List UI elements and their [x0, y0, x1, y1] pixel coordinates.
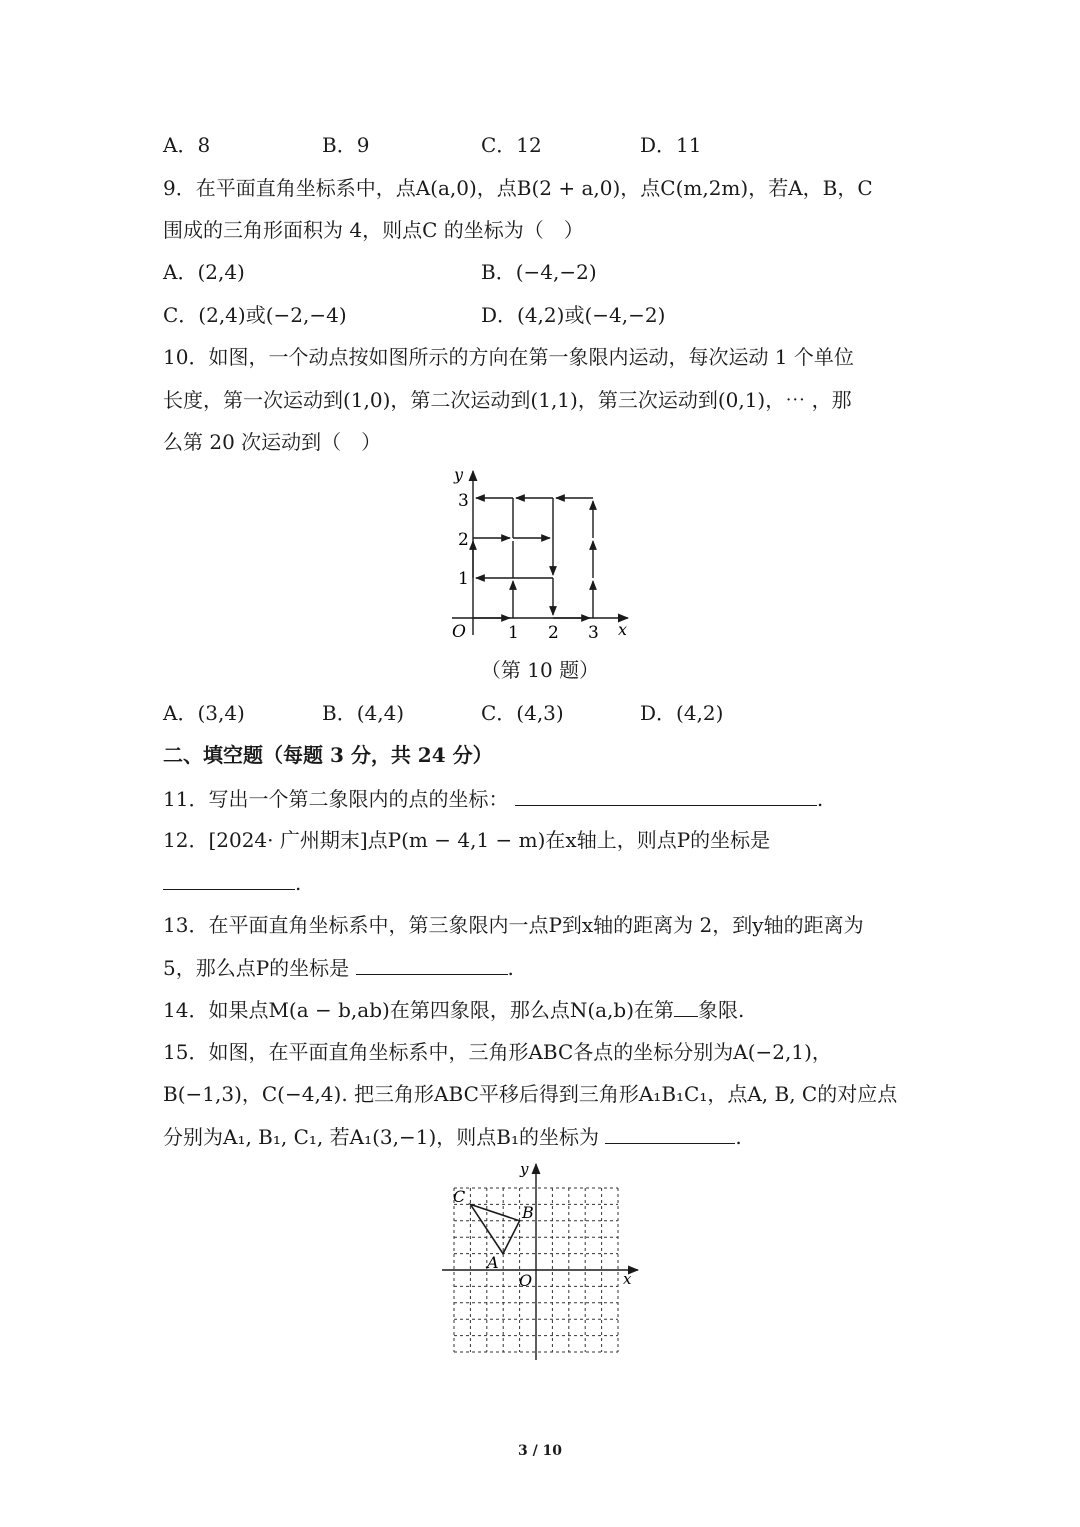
q10-x-tick-1: 1	[508, 623, 519, 643]
label-a: A	[487, 1253, 499, 1272]
q10-line-1: 10．如图，一个动点按如图所示的方向在第一象限内运动，每次运动 1 个单位	[163, 345, 854, 369]
q10-figure-caption: （第 10 题）	[480, 658, 600, 682]
q15-origin-label: O	[519, 1271, 533, 1290]
q9-line-2: 围成的三角形面积为 4，则点C 的坐标为（ ）	[163, 218, 584, 242]
q12-end: .	[295, 871, 302, 895]
q12-answer-blank[interactable]	[163, 869, 295, 890]
q8-option-c: C．12	[481, 133, 542, 157]
q15-line-2: B(−1,3)，C(−4,4). 把三角形ABC平移后得到三角形A₁B₁C₁，点A, B, C的对应点	[163, 1082, 898, 1106]
q15-line-1: 15．如图，在平面直角坐标系中，三角形ABC各点的坐标分别为A(−2,1)，	[163, 1040, 832, 1064]
q10-line-3: 么第 20 次运动到（ ）	[163, 430, 382, 454]
q13-line-2	[163, 954, 514, 981]
q10-y-tick-1: 1	[458, 569, 469, 589]
q10-y-tick-2: 2	[458, 530, 469, 550]
section-2-title: 二、填空题（每题 3 分，共 24 分）	[163, 743, 493, 767]
q10-option-d: D．(4,2)	[640, 701, 724, 725]
q11-line	[163, 785, 823, 812]
q11-end: .	[816, 787, 824, 811]
label-b: B	[522, 1203, 534, 1222]
q14-line	[163, 996, 744, 1023]
q9-option-b: B．(−4,−2)	[481, 260, 597, 284]
page-number: 3 / 10	[517, 1443, 563, 1459]
q10-figure	[440, 465, 640, 645]
q15-text: 分别为A₁, B₁, C₁, 若A₁(3,−1)，则点B₁的坐标为	[163, 1125, 599, 1149]
label-c: C	[453, 1187, 466, 1206]
q13-end: .	[507, 956, 514, 980]
q11-answer-blank[interactable]	[515, 785, 817, 806]
q8-option-a: A．8	[163, 133, 211, 157]
q10-origin-label: O	[452, 622, 466, 642]
q10-option-a: A．(3,4)	[163, 701, 245, 725]
q9-option-a: A．(2,4)	[163, 260, 245, 284]
q15-line-3	[163, 1123, 742, 1150]
q13-answer-blank[interactable]	[356, 954, 508, 975]
q10-axis-x-label: x	[618, 620, 628, 639]
q10-x-tick-3: 3	[588, 623, 599, 643]
triangle-abc	[470, 1204, 519, 1253]
q9-line-1: 9．在平面直角坐标系中，点A(a,0)，点B(2 + a,0)，点C(m,2m)，若A，B，C	[163, 176, 873, 200]
q9-option-d: D．(4,2)或(−4,−2)	[481, 303, 666, 327]
q10-option-b: B．(4,4)	[322, 701, 405, 725]
q13-line-1: 13．在平面直角坐标系中，第三象限内一点P到x轴的距离为 2，到y轴的距离为	[163, 913, 864, 937]
q15-end: .	[735, 1125, 742, 1149]
q12-line-2	[163, 869, 301, 896]
q10-option-c: C．(4,3)	[481, 701, 564, 725]
q13-text: 5，那么点P的坐标是	[163, 956, 350, 980]
q8-option-d: D．11	[640, 133, 702, 157]
q15-axis-y-label: y	[520, 1160, 529, 1178]
q12-line-1: 12．[2024· 广州期末]点P(m − 4,1 − m)在x轴上，则点P的坐标是	[163, 828, 771, 852]
q10-x-tick-2: 2	[548, 623, 559, 643]
q15-answer-blank[interactable]	[605, 1123, 735, 1144]
q9-option-c: C．(2,4)或(−2,−4)	[163, 303, 347, 327]
q14-before: 14．如果点M(a − b,ab)在第四象限，那么点N(a,b)在第	[163, 998, 675, 1022]
q8-option-b: B．9	[322, 133, 370, 157]
q10-axis-y-label: y	[454, 465, 464, 484]
q11-text: 11．写出一个第二象限内的点的坐标：	[163, 787, 509, 811]
q10-y-tick-3: 3	[458, 491, 469, 511]
q10-line-2: 长度，第一次运动到(1,0)，第二次运动到(1,1)，第三次运动到(0,1)，⋯ ，那	[163, 388, 852, 412]
q14-after: 象限.	[698, 998, 745, 1022]
q14-answer-blank[interactable]	[674, 996, 698, 1017]
q15-figure	[440, 1160, 645, 1365]
q15-axis-x-label: x	[623, 1270, 632, 1288]
